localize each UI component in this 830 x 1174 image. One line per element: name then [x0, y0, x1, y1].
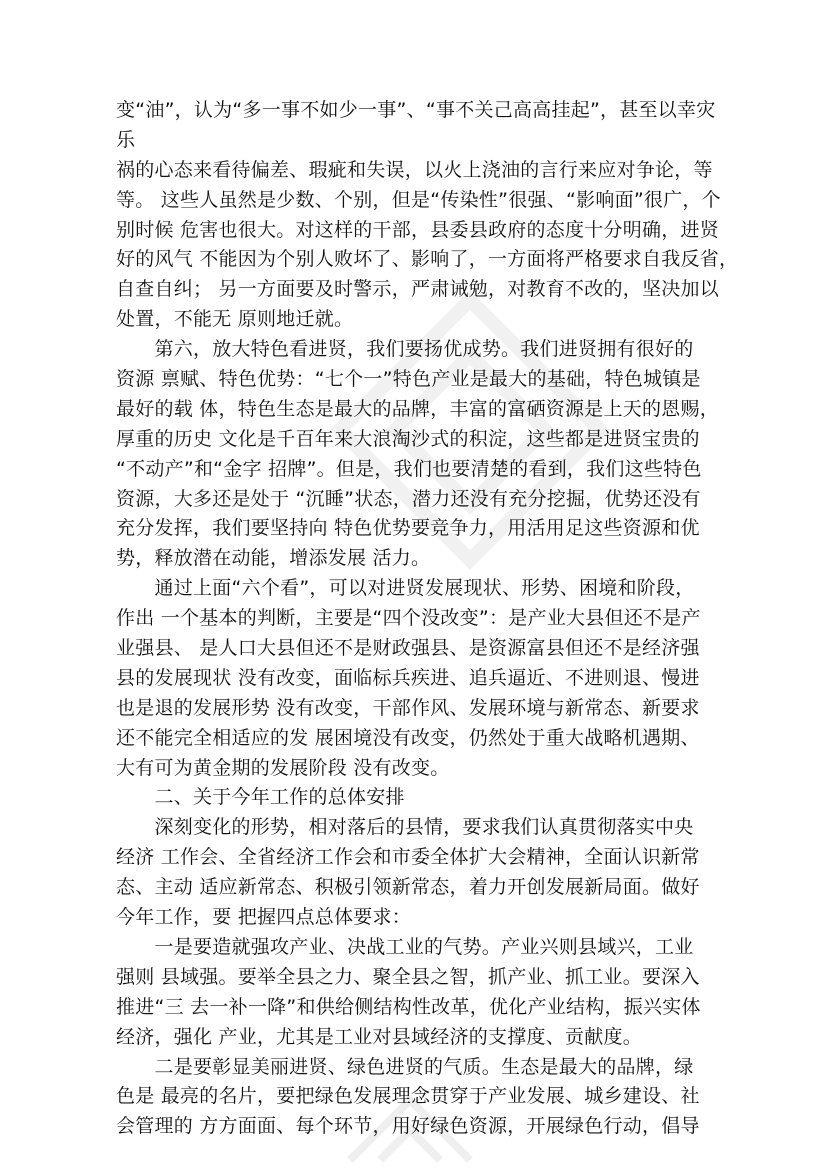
text-line: 会管理的 方方面面、每个环节，用好绿色资源，开展绿色行动，倡导: [116, 1115, 700, 1138]
document-body: [116, 96, 739, 1142]
text-line: 大有可为黄金期的发展阶段 没有改变。: [116, 756, 450, 779]
text-line: 还不能完全相适应的发 展困境没有改变，仍然处于重大战略机遇期、: [116, 726, 700, 749]
text-line: 作出 一个基本的判断，主要是“四个没改变”：是产业大县但还不是产: [116, 607, 701, 630]
text-line: 祸的心态来看待偏差、瑕疵和失误，以火上浇油的言行来应对争论，等: [116, 158, 713, 181]
text-line: 态、主动 适应新常态、积极引领新常态，着力开创发展新局面。做好: [116, 876, 700, 899]
text-line: 经济，强化 产业，尤其是工业对县域经济的支撑度、贡献度。: [116, 1025, 643, 1048]
text-line: 经济 工作会、全省经济工作会和市委全体扩大会精神，全面认识新常: [116, 846, 700, 869]
text-line: 县的发展现状 没有改变，面临标兵疾进、追兵逼近、不进则退、慢进: [116, 666, 700, 689]
text-line: 势，释放潜在动能，增添发展 活力。: [116, 547, 431, 570]
text-line: 二是要彰显美丽进贤、绿色进贤的气质。生态是最大的品牌，绿: [116, 1055, 694, 1078]
text-line: 今年工作，要 把握四点总体要求：: [116, 906, 412, 929]
text-line: 自查自纠； 另一方面要及时警示，严肃诫勉，对教育不改的，坚决加以: [116, 278, 720, 301]
text-line: 资源 禀赋、特色优势：“七个一”特色产业是最大的基础，特色城镇是: [116, 368, 701, 391]
text-line: 强则 县域强。要举全县之力、聚全县之智，抓产业、抓工业。要深入: [116, 965, 700, 988]
text-line: 等。 这些人虽然是少数、个别，但是“传染性”很强、“影响面”很广，个: [116, 188, 721, 211]
text-line: 也是退的发展形势 没有改变，干部作风、发展环境与新常态、新要求: [116, 696, 700, 719]
text-line: 色是 最亮的名片，要把绿色发展理念贯穿于产业发展、城乡建设、社: [116, 1085, 700, 1108]
text-line: 充分发挥，我们要坚持向 特色优势要竞争力，用活用足这些资源和优: [116, 517, 700, 540]
text-line: 业强县、 是人口大县但还不是财政强县、是资源富县但还不是经济强: [116, 637, 700, 660]
text-line: 处置，不能无 原则地迁就。: [116, 308, 354, 331]
text-line: 最好的载 体，特色生态是最大的品牌，丰富的富硒资源是上天的恩赐，: [116, 397, 720, 420]
text-line: 厚重的历史 文化是千百年来大浪淘沙式的积淀，这些都是进贤宝贵的: [116, 427, 700, 450]
text-line: 乐: [116, 128, 136, 151]
text-line: 第六，放大特色看进贤，我们要扬优成势。我们进贤拥有很好的: [116, 338, 694, 361]
text-line: 一是要造就强攻产业、决战工业的气势。产业兴则县域兴，工业: [116, 935, 694, 958]
text-line: 变“油”，认为“多一事不如少一事”、“事不关己高高挂起”，甚至以幸灾: [116, 99, 716, 121]
section-heading: 二、关于今年工作的总体安排: [116, 786, 405, 809]
text-line: 推进“三 去一补一降”和供给侧结构性改革，优化产业结构，振兴实体: [116, 995, 701, 1018]
text-line: “不动产”和“金字 招牌”。但是，我们也要清楚的看到，我们这些特色: [116, 457, 702, 480]
text-line: 深刻变化的形势，相对落后的县情，要求我们认真贯彻落实中央: [116, 816, 694, 839]
text-line: 别时候 危害也很大。对这样的干部，县委县政府的态度十分明确，进贤: [116, 218, 720, 241]
text-line: 通过上面“六个看”，可以对进贤发展现状、形势、困境和阶段，: [116, 577, 695, 600]
text-line: 好的风气 不能因为个别人败坏了、影响了，一方面将严格要求自我反省，: [116, 248, 739, 271]
text-line: 资源，大多还是处于 “沉睡”状态，潜力还没有充分挖掘，优势还没有: [116, 487, 701, 510]
